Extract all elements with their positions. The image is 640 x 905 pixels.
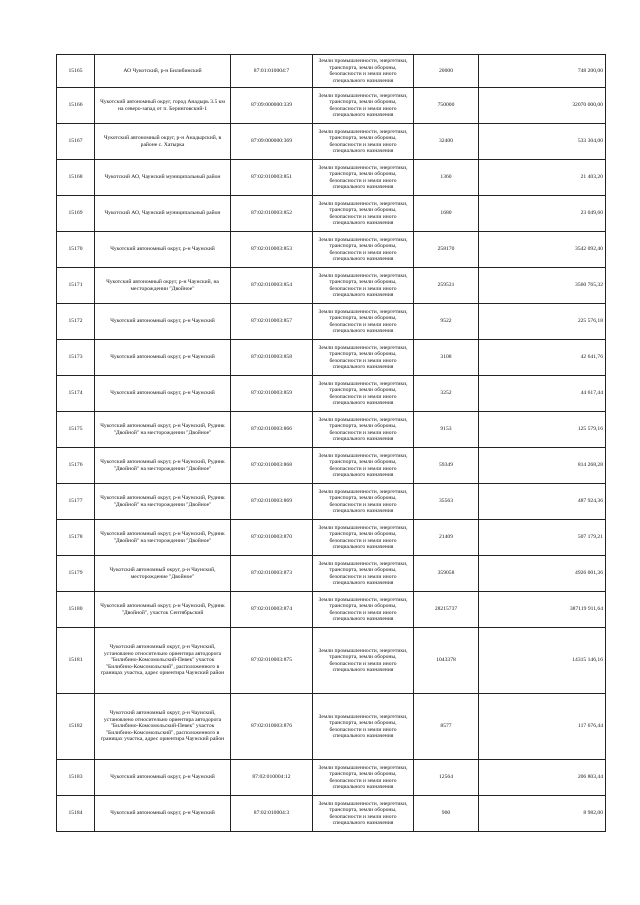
cell-number: 15170 [57,232,95,268]
table-row [57,760,606,796]
cell-land-category: Земли промышленности, энергетики, транспорта, земли обороны, безопасности и земли иного специального назначения [313,160,414,196]
cell-land-category: Земли промышленности, энергетики, транспорта, земли обороны, безопасности и земли иного специального назначения [313,760,414,796]
cell-number: 15175 [57,412,95,448]
cell-cadastral-value: 32070 000,00 [479,88,606,124]
cell-number: 15171 [57,268,95,304]
table-row [57,304,606,340]
table-row [57,484,606,520]
cell-location: Чукотский автономный округ, р-н Чаунский, Рудник "Двойной" на месторождении "Двойное" [95,520,231,556]
cell-cadastral-number: 87:02:010003:876 [231,694,313,760]
cell-location: Чукотский автономный округ, р-н Чаунский [95,232,231,268]
cell-cadastral-value: 487 924,36 [479,484,606,520]
cell-number: 15169 [57,196,95,232]
cell-number: 15180 [57,592,95,628]
cell-cadastral-number: 87:01:010004:7 [231,55,313,88]
cell-land-category: Земли промышленности, энергетики, транспорта, земли обороны, безопасности и земли иного специального назначения [313,448,414,484]
cell-cadastral-value: 117 676,44 [479,694,606,760]
cell-cadastral-value: 814 268,28 [479,448,606,484]
cell-cadastral-number: 87:02:010003:854 [231,268,313,304]
cell-cadastral-value: 225 576,18 [479,304,606,340]
cell-cadastral-number: 87:02:010003:851 [231,160,313,196]
cell-area: 3252 [414,376,479,412]
table-row [57,196,606,232]
cell-cadastral-number: 87:02:010003:858 [231,340,313,376]
cell-number: 15179 [57,556,95,592]
table-row [57,520,606,556]
cell-location: Чукотский автономный округ, город Анадырь 3.5 км на северо-запад от п. Беринговский-1 [95,88,231,124]
land-register-table [56,54,606,832]
table-row [57,268,606,304]
cell-number: 15174 [57,376,95,412]
cell-number: 15165 [57,55,95,88]
cell-location: Чукотский автономный округ, р-н Чаунский [95,376,231,412]
table-row [57,448,606,484]
cell-cadastral-number: 87:02:010003:875 [231,628,313,694]
table-row [57,694,606,760]
cell-cadastral-value: 42 641,76 [479,340,606,376]
cell-location: Чукотский автономный округ, р-н Чаунский, Рудник "Двойной" на месторождении "Двойное" [95,484,231,520]
table-row [57,628,606,694]
table-row [57,796,606,832]
cell-land-category: Земли промышленности, энергетики, транспорта, земли обороны, безопасности и земли иного специального назначения [313,232,414,268]
cell-area: 3108 [414,340,479,376]
cell-number: 15167 [57,124,95,160]
cell-location: Чукотский автономный округ, р-н Чаунский, установлено относительно ориентира автодорога "Билибино-Комсомольский-Певек" участок "Билибино-Комсомольский", расположенного в границах участка, адрес ориентира Чаунский район [95,694,231,760]
cell-cadastral-number: 87:02:010004:12 [231,760,313,796]
cell-area: 9153 [414,412,479,448]
cell-location: Чукотский автономный округ, р-н Чаунский [95,796,231,832]
cell-cadastral-value: 507 179,21 [479,520,606,556]
cell-number: 15177 [57,484,95,520]
cell-cadastral-value: 14315 146,16 [479,628,606,694]
cell-cadastral-number: 87:02:010003:859 [231,376,313,412]
cell-number: 15184 [57,796,95,832]
cell-land-category: Земли промышленности, энергетики, транспорта, земли обороны, безопасности и земли иного специального назначения [313,484,414,520]
cell-land-category: Земли промышленности, энергетики, транспорта, земли обороны, безопасности и земли иного специального назначения [313,376,414,412]
cell-cadastral-number: 87:09:000000:369 [231,124,313,160]
cell-number: 15183 [57,760,95,796]
cell-location: Чукотский автономный округ, р-н Чаунский [95,340,231,376]
cell-area: 258170 [414,232,479,268]
cell-cadastral-value: 206 803,44 [479,760,606,796]
cell-cadastral-number: 87:02:010003:870 [231,520,313,556]
cell-location: АО Чукотский, р-н Билибинский [95,55,231,88]
cell-land-category: Земли промышленности, энергетики, транспорта, земли обороны, безопасности и земли иного специального назначения [313,592,414,628]
cell-location: Чукотский автономный округ, р-н Чаунский, Рудник "Двойной", участок Сентябрьский [95,592,231,628]
cell-area: 8577 [414,694,479,760]
cell-area: 59349 [414,448,479,484]
cell-area: 9522 [414,304,479,340]
cell-area: 359058 [414,556,479,592]
cell-number: 15173 [57,340,95,376]
cell-cadastral-value: 533 304,00 [479,124,606,160]
cell-cadastral-number: 87:09:000000:339 [231,88,313,124]
cell-area: 28215737 [414,592,479,628]
cell-land-category: Земли промышленности, энергетики, транспорта, земли обороны, безопасности и земли иного специального назначения [313,268,414,304]
cell-land-category: Земли промышленности, энергетики, транспорта, земли обороны, безопасности и земли иного специального назначения [313,694,414,760]
cell-area: 32400 [414,124,479,160]
cell-land-category: Земли промышленности, энергетики, транспорта, земли обороны, безопасности и земли иного специального назначения [313,55,414,88]
cell-number: 15181 [57,628,95,694]
cell-cadastral-number: 87:02:010003:852 [231,196,313,232]
table-row [57,340,606,376]
cell-cadastral-value: 748 200,00 [479,55,606,88]
cell-land-category: Земли промышленности, энергетики, транспорта, земли обороны, безопасности и земли иного специального назначения [313,88,414,124]
cell-cadastral-value: 387119 911,64 [479,592,606,628]
table-row [57,376,606,412]
table-body [57,55,606,832]
table-row [57,592,606,628]
cell-cadastral-number: 87:02:010003:853 [231,232,313,268]
cell-cadastral-value: 3560 765,32 [479,268,606,304]
cell-location: Чукотский автономный округ, р-н Чаунский, Рудник "Двойной" на месторождении "Двойное" [95,412,231,448]
cell-land-category: Земли промышленности, энергетики, транспорта, земли обороны, безопасности и земли иного специального назначения [313,196,414,232]
cell-location: Чукотский автономный округ, р-н Чаунский, установлено относительно ориентира автодорога "Билибино-Комсомольский-Певек" участок "Билибино-Комсомольский", расположенного в границах участка, адрес ориентира Чаунский район [95,628,231,694]
cell-number: 15168 [57,160,95,196]
cell-cadastral-value: 3542 092,40 [479,232,606,268]
cell-location: Чукотский автономный округ, р-н Чаунский, на месторождении "Двойное" [95,268,231,304]
cell-cadastral-number: 87:02:010004:3 [231,796,313,832]
cell-cadastral-number: 87:02:010003:857 [231,304,313,340]
cell-land-category: Земли промышленности, энергетики, транспорта, земли обороны, безопасности и земли иного специального назначения [313,628,414,694]
cell-cadastral-number: 87:02:010003:874 [231,592,313,628]
table-row [57,232,606,268]
cell-cadastral-number: 87:02:010003:869 [231,484,313,520]
cell-cadastral-value: 125 579,16 [479,412,606,448]
cell-location: Чукотский АО, Чаунский муниципальный район [95,196,231,232]
cell-cadastral-value: 21 403,20 [479,160,606,196]
cell-area: 1680 [414,196,479,232]
cell-number: 15178 [57,520,95,556]
cell-land-category: Земли промышленности, энергетики, транспорта, земли обороны, безопасности и земли иного специального назначения [313,556,414,592]
cell-land-category: Земли промышленности, энергетики, транспорта, земли обороны, безопасности и земли иного специального назначения [313,340,414,376]
cell-area: 35563 [414,484,479,520]
cell-location: Чукотский автономный округ, р-н Чаунский [95,760,231,796]
cell-land-category: Земли промышленности, энергетики, транспорта, земли обороны, безопасности и земли иного специального назначения [313,412,414,448]
cell-area: 1043378 [414,628,479,694]
cell-number: 15182 [57,694,95,760]
cell-cadastral-number: 87:02:010003:866 [231,412,313,448]
cell-number: 15172 [57,304,95,340]
table-row [57,412,606,448]
cell-location: Чукотский автономный округ, р-н Анадырский, в районе с. Хатырка [95,124,231,160]
cell-cadastral-number: 87:02:010003:868 [231,448,313,484]
table-row [57,556,606,592]
cell-area: 259531 [414,268,479,304]
cell-land-category: Земли промышленности, энергетики, транспорта, земли обороны, безопасности и земли иного специального назначения [313,304,414,340]
cell-cadastral-value: 8 982,00 [479,796,606,832]
cell-area: 20000 [414,55,479,88]
cell-cadastral-value: 4926 001,36 [479,556,606,592]
cell-area: 12564 [414,760,479,796]
cell-location: Чукотский АО, Чаунский муниципальный район [95,160,231,196]
cell-location: Чукотский автономный округ, р-н Чаунский, месторождение "Двойное" [95,556,231,592]
cell-cadastral-value: 44 617,44 [479,376,606,412]
table-row [57,88,606,124]
cell-location: Чукотский автономный округ, р-н Чаунский [95,304,231,340]
cell-cadastral-value: 23 049,60 [479,196,606,232]
cell-land-category: Земли промышленности, энергетики, транспорта, земли обороны, безопасности и земли иного специального назначения [313,796,414,832]
cell-area: 900 [414,796,479,832]
cell-land-category: Земли промышленности, энергетики, транспорта, земли обороны, безопасности и земли иного специального назначения [313,520,414,556]
cell-location: Чукотский автономный округ, р-н Чаунский, Рудник "Двойной" на месторождении "Двойное" [95,448,231,484]
cell-area: 750000 [414,88,479,124]
cell-cadastral-number: 87:02:010003:873 [231,556,313,592]
table-row [57,55,606,88]
cell-area: 1360 [414,160,479,196]
cell-area: 21409 [414,520,479,556]
table-row [57,160,606,196]
table-row [57,124,606,160]
cell-number: 15166 [57,88,95,124]
cell-land-category: Земли промышленности, энергетики, транспорта, земли обороны, безопасности и земли иного специального назначения [313,124,414,160]
cell-number: 15176 [57,448,95,484]
